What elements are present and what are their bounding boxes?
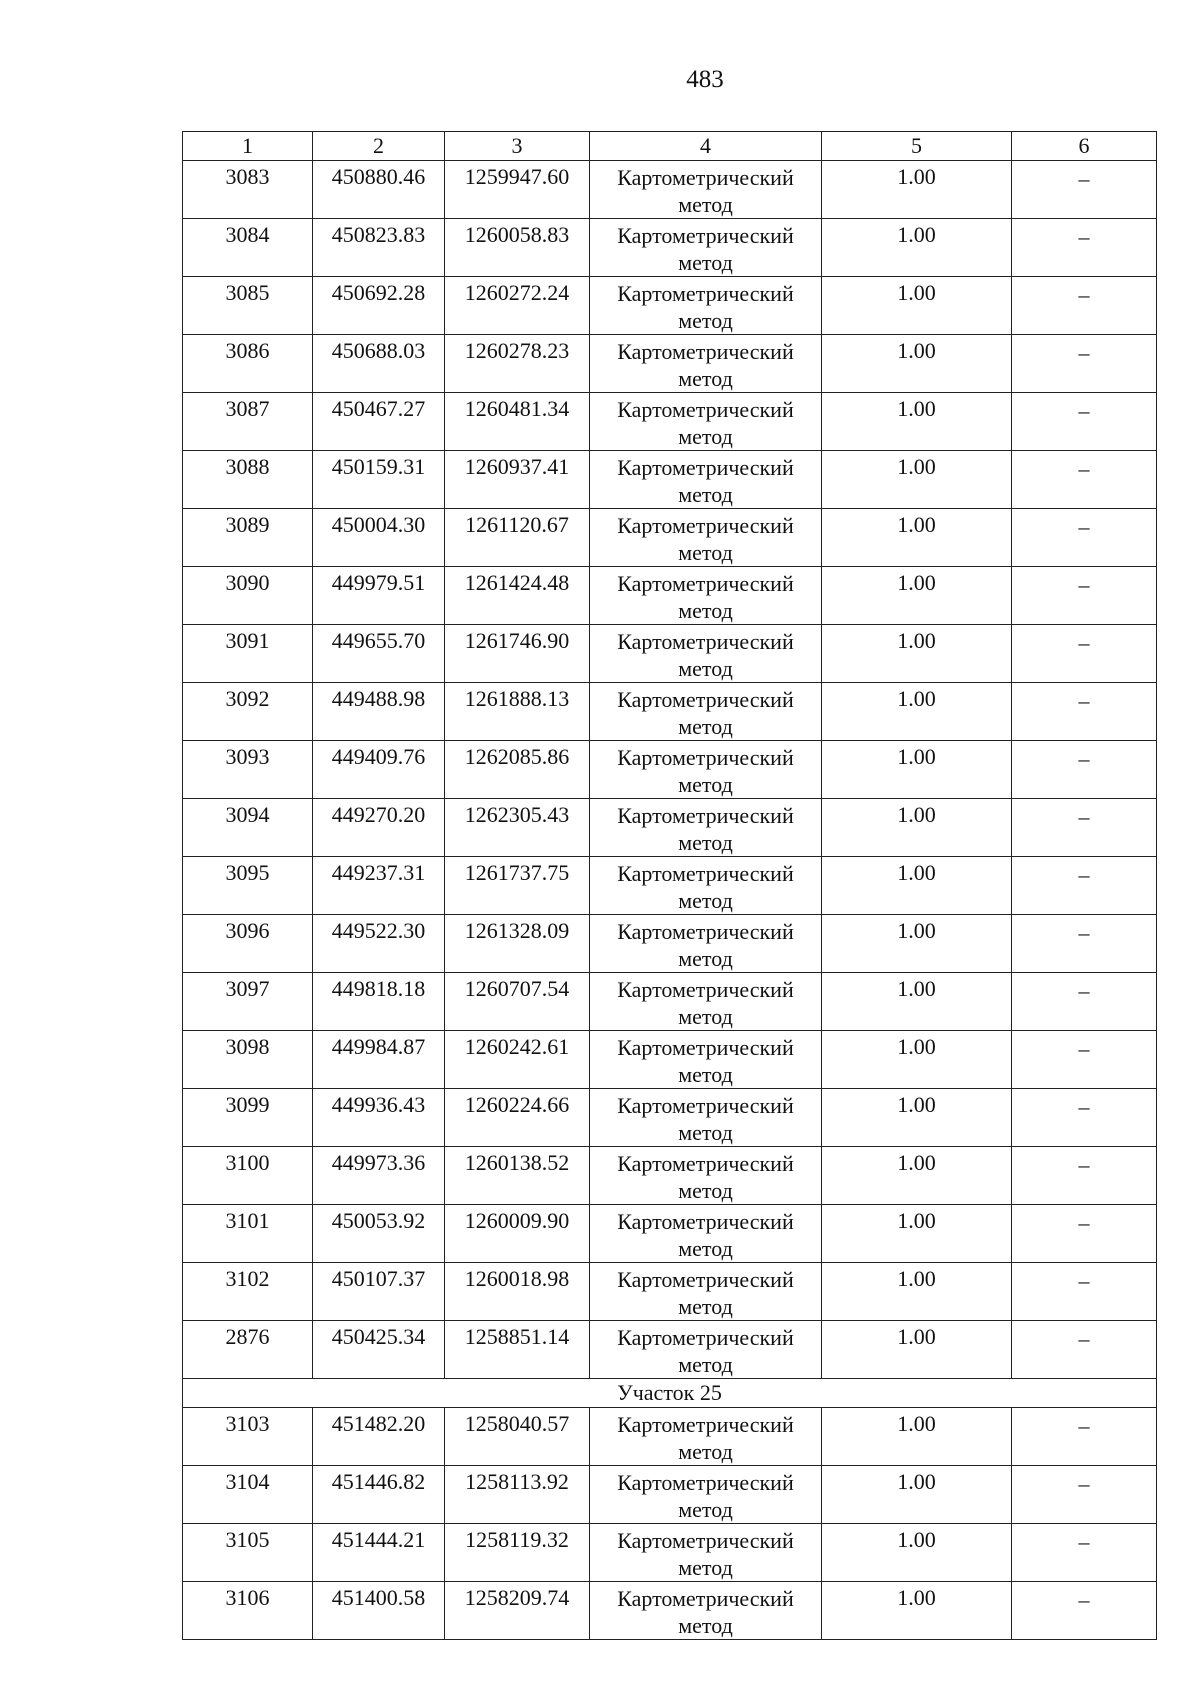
method-line1: Картометрический: [617, 1470, 794, 1495]
table-row: [183, 335, 1157, 393]
accuracy-cell: 1.00: [822, 277, 1012, 335]
method-line1: Картометрический: [617, 1586, 794, 1611]
method-line2: метод: [678, 1062, 733, 1087]
table-row: [183, 1466, 1157, 1524]
note-cell: [1012, 277, 1157, 335]
x-coordinate-cell: 450425.34: [313, 1321, 445, 1379]
table-row: [183, 1147, 1157, 1205]
note-value: –: [1078, 1036, 1090, 1061]
table-row: [183, 683, 1157, 741]
accuracy-cell: 1.00: [822, 1263, 1012, 1321]
note-value: –: [1078, 224, 1090, 249]
column-header: 3: [445, 132, 590, 161]
accuracy-cell: 1.00: [822, 451, 1012, 509]
method-line1: Картометрический: [617, 1412, 794, 1437]
note-cell: [1012, 1263, 1157, 1321]
method-line2: метод: [678, 1236, 733, 1261]
method-cell: [590, 915, 822, 973]
note-value: –: [1078, 340, 1090, 365]
note-cell: [1012, 161, 1157, 219]
table-row: [183, 1205, 1157, 1263]
method-line2: метод: [678, 888, 733, 913]
method-line1: Картометрический: [617, 629, 794, 654]
accuracy-cell: 1.00: [822, 683, 1012, 741]
x-coordinate-cell: 449270.20: [313, 799, 445, 857]
coordinates-table: [182, 131, 1157, 1640]
note-cell: [1012, 857, 1157, 915]
x-coordinate-cell: 450467.27: [313, 393, 445, 451]
note-cell: [1012, 1524, 1157, 1582]
method-line1: Картометрический: [617, 455, 794, 480]
y-coordinate-cell: 1262085.86: [445, 741, 590, 799]
method-cell: [590, 161, 822, 219]
accuracy-cell: 1.00: [822, 1408, 1012, 1466]
accuracy-cell: 1.00: [822, 1089, 1012, 1147]
table-row: [183, 1263, 1157, 1321]
accuracy-cell: 1.00: [822, 1524, 1012, 1582]
method-cell: [590, 1524, 822, 1582]
point-number-cell: 3099: [183, 1089, 313, 1147]
point-number-cell: 3084: [183, 219, 313, 277]
x-coordinate-cell: 449984.87: [313, 1031, 445, 1089]
point-number-cell: 3105: [183, 1524, 313, 1582]
section-row: [183, 1379, 1157, 1408]
table-row: [183, 1582, 1157, 1640]
accuracy-cell: 1.00: [822, 625, 1012, 683]
table-row: [183, 161, 1157, 219]
method-cell: [590, 509, 822, 567]
accuracy-cell: 1.00: [822, 1205, 1012, 1263]
method-line2: метод: [678, 1613, 733, 1638]
table-body-part1: [183, 161, 1157, 1379]
note-cell: [1012, 1582, 1157, 1640]
method-cell: [590, 219, 822, 277]
x-coordinate-cell: 449818.18: [313, 973, 445, 1031]
method-cell: [590, 1031, 822, 1089]
table-row: [183, 799, 1157, 857]
accuracy-cell: 1.00: [822, 161, 1012, 219]
accuracy-cell: 1.00: [822, 741, 1012, 799]
y-coordinate-cell: 1261424.48: [445, 567, 590, 625]
accuracy-cell: 1.00: [822, 219, 1012, 277]
note-value: –: [1078, 1210, 1090, 1235]
note-value: –: [1078, 1529, 1090, 1554]
section-title: Участок 25: [183, 1379, 1157, 1408]
x-coordinate-cell: 451444.21: [313, 1524, 445, 1582]
method-line2: метод: [678, 1178, 733, 1203]
x-coordinate-cell: 449655.70: [313, 625, 445, 683]
y-coordinate-cell: 1261120.67: [445, 509, 590, 567]
x-coordinate-cell: 449409.76: [313, 741, 445, 799]
method-cell: [590, 1321, 822, 1379]
method-line2: метод: [678, 1352, 733, 1377]
method-cell: [590, 1263, 822, 1321]
point-number-cell: 3101: [183, 1205, 313, 1263]
note-value: –: [1078, 1413, 1090, 1438]
accuracy-cell: 1.00: [822, 393, 1012, 451]
method-line1: Картометрический: [617, 397, 794, 422]
table-body-part2: [183, 1408, 1157, 1640]
x-coordinate-cell: 449488.98: [313, 683, 445, 741]
note-cell: [1012, 1147, 1157, 1205]
note-cell: [1012, 567, 1157, 625]
table-row: [183, 1321, 1157, 1379]
note-cell: [1012, 799, 1157, 857]
method-cell: [590, 625, 822, 683]
column-header: 5: [822, 132, 1012, 161]
x-coordinate-cell: 450004.30: [313, 509, 445, 567]
note-cell: [1012, 973, 1157, 1031]
table-row: [183, 625, 1157, 683]
method-line1: Картометрический: [617, 165, 794, 190]
method-line2: метод: [678, 656, 733, 681]
y-coordinate-cell: 1262305.43: [445, 799, 590, 857]
note-value: –: [1078, 804, 1090, 829]
accuracy-cell: 1.00: [822, 509, 1012, 567]
method-line1: Картометрический: [617, 1325, 794, 1350]
note-value: –: [1078, 1268, 1090, 1293]
method-cell: [590, 1147, 822, 1205]
x-coordinate-cell: 450107.37: [313, 1263, 445, 1321]
note-cell: [1012, 1466, 1157, 1524]
method-line1: Картометрический: [617, 1267, 794, 1292]
method-cell: [590, 973, 822, 1031]
method-line2: метод: [678, 598, 733, 623]
method-line1: Картометрический: [617, 803, 794, 828]
table-row: [183, 1408, 1157, 1466]
page-number: 483: [686, 66, 724, 93]
method-cell: [590, 393, 822, 451]
method-line2: метод: [678, 540, 733, 565]
note-value: –: [1078, 1094, 1090, 1119]
method-line2: метод: [678, 772, 733, 797]
note-value: –: [1078, 398, 1090, 423]
point-number-cell: 3086: [183, 335, 313, 393]
method-cell: [590, 567, 822, 625]
method-line2: метод: [678, 946, 733, 971]
note-value: –: [1078, 1152, 1090, 1177]
note-cell: [1012, 451, 1157, 509]
x-coordinate-cell: 450159.31: [313, 451, 445, 509]
y-coordinate-cell: 1260224.66: [445, 1089, 590, 1147]
column-header: 1: [183, 132, 313, 161]
x-coordinate-cell: 450823.83: [313, 219, 445, 277]
note-cell: [1012, 741, 1157, 799]
x-coordinate-cell: 449973.36: [313, 1147, 445, 1205]
method-line2: метод: [678, 714, 733, 739]
method-line1: Картометрический: [617, 861, 794, 886]
y-coordinate-cell: 1260278.23: [445, 335, 590, 393]
table-row: [183, 741, 1157, 799]
table-row: [183, 451, 1157, 509]
table-row: [183, 973, 1157, 1031]
point-number-cell: 3090: [183, 567, 313, 625]
y-coordinate-cell: 1261746.90: [445, 625, 590, 683]
note-value: –: [1078, 978, 1090, 1003]
table-row: [183, 1031, 1157, 1089]
point-number-cell: 3102: [183, 1263, 313, 1321]
method-line1: Картометрический: [617, 745, 794, 770]
note-value: –: [1078, 572, 1090, 597]
y-coordinate-cell: 1260707.54: [445, 973, 590, 1031]
point-number-cell: 3106: [183, 1582, 313, 1640]
y-coordinate-cell: 1260481.34: [445, 393, 590, 451]
y-coordinate-cell: 1260272.24: [445, 277, 590, 335]
point-number-cell: 3097: [183, 973, 313, 1031]
y-coordinate-cell: 1258851.14: [445, 1321, 590, 1379]
accuracy-cell: 1.00: [822, 335, 1012, 393]
point-number-cell: 3087: [183, 393, 313, 451]
method-line1: Картометрический: [617, 1528, 794, 1553]
table-header-row: [183, 132, 1157, 161]
x-coordinate-cell: 449522.30: [313, 915, 445, 973]
point-number-cell: 2876: [183, 1321, 313, 1379]
point-number-cell: 3089: [183, 509, 313, 567]
method-line1: Картометрический: [617, 223, 794, 248]
accuracy-cell: 1.00: [822, 1466, 1012, 1524]
note-value: –: [1078, 456, 1090, 481]
point-number-cell: 3092: [183, 683, 313, 741]
x-coordinate-cell: 451400.58: [313, 1582, 445, 1640]
method-cell: [590, 1408, 822, 1466]
point-number-cell: 3104: [183, 1466, 313, 1524]
note-value: –: [1078, 746, 1090, 771]
method-cell: [590, 1089, 822, 1147]
method-cell: [590, 683, 822, 741]
note-cell: [1012, 915, 1157, 973]
note-cell: [1012, 1089, 1157, 1147]
method-line2: метод: [678, 308, 733, 333]
table-row: [183, 567, 1157, 625]
column-header: 6: [1012, 132, 1157, 161]
method-line1: Картометрический: [617, 513, 794, 538]
note-value: –: [1078, 514, 1090, 539]
note-cell: [1012, 1408, 1157, 1466]
accuracy-cell: 1.00: [822, 915, 1012, 973]
method-line2: метод: [678, 1497, 733, 1522]
table-row: [183, 509, 1157, 567]
method-line1: Картометрический: [617, 919, 794, 944]
table-row: [183, 219, 1157, 277]
y-coordinate-cell: 1260018.98: [445, 1263, 590, 1321]
method-line2: метод: [678, 424, 733, 449]
x-coordinate-cell: 450688.03: [313, 335, 445, 393]
note-cell: [1012, 335, 1157, 393]
note-value: –: [1078, 630, 1090, 655]
note-value: –: [1078, 1471, 1090, 1496]
y-coordinate-cell: 1258209.74: [445, 1582, 590, 1640]
method-cell: [590, 1205, 822, 1263]
table-row: [183, 277, 1157, 335]
method-line2: метод: [678, 366, 733, 391]
note-cell: [1012, 683, 1157, 741]
accuracy-cell: 1.00: [822, 973, 1012, 1031]
y-coordinate-cell: 1259947.60: [445, 161, 590, 219]
point-number-cell: 3103: [183, 1408, 313, 1466]
note-cell: [1012, 1205, 1157, 1263]
y-coordinate-cell: 1261737.75: [445, 857, 590, 915]
note-value: –: [1078, 688, 1090, 713]
method-line1: Картометрический: [617, 339, 794, 364]
method-line1: Картометрический: [617, 281, 794, 306]
x-coordinate-cell: 449979.51: [313, 567, 445, 625]
point-number-cell: 3093: [183, 741, 313, 799]
method-line1: Картометрический: [617, 1035, 794, 1060]
x-coordinate-cell: 450692.28: [313, 277, 445, 335]
method-line2: метод: [678, 1555, 733, 1580]
note-value: –: [1078, 920, 1090, 945]
point-number-cell: 3083: [183, 161, 313, 219]
note-value: –: [1078, 1587, 1090, 1612]
accuracy-cell: 1.00: [822, 1031, 1012, 1089]
accuracy-cell: 1.00: [822, 1582, 1012, 1640]
method-cell: [590, 335, 822, 393]
point-number-cell: 3095: [183, 857, 313, 915]
method-line1: Картометрический: [617, 687, 794, 712]
method-line1: Картометрический: [617, 977, 794, 1002]
method-line2: метод: [678, 250, 733, 275]
column-header: 2: [313, 132, 445, 161]
method-line2: метод: [678, 830, 733, 855]
note-value: –: [1078, 282, 1090, 307]
method-cell: [590, 1466, 822, 1524]
y-coordinate-cell: 1260138.52: [445, 1147, 590, 1205]
accuracy-cell: 1.00: [822, 799, 1012, 857]
y-coordinate-cell: 1260058.83: [445, 219, 590, 277]
table-row: [183, 915, 1157, 973]
accuracy-cell: 1.00: [822, 857, 1012, 915]
point-number-cell: 3098: [183, 1031, 313, 1089]
note-cell: [1012, 1031, 1157, 1089]
y-coordinate-cell: 1260937.41: [445, 451, 590, 509]
method-line2: метод: [678, 1120, 733, 1145]
point-number-cell: 3085: [183, 277, 313, 335]
method-cell: [590, 451, 822, 509]
note-cell: [1012, 393, 1157, 451]
point-number-cell: 3091: [183, 625, 313, 683]
x-coordinate-cell: 451482.20: [313, 1408, 445, 1466]
point-number-cell: 3096: [183, 915, 313, 973]
method-line1: Картометрический: [617, 1151, 794, 1176]
section-body: [183, 1379, 1157, 1408]
point-number-cell: 3088: [183, 451, 313, 509]
y-coordinate-cell: 1260242.61: [445, 1031, 590, 1089]
note-cell: [1012, 219, 1157, 277]
accuracy-cell: 1.00: [822, 1321, 1012, 1379]
method-cell: [590, 277, 822, 335]
column-header: 4: [590, 132, 822, 161]
method-line2: метод: [678, 1439, 733, 1464]
y-coordinate-cell: 1258040.57: [445, 1408, 590, 1466]
x-coordinate-cell: 450053.92: [313, 1205, 445, 1263]
x-coordinate-cell: 449936.43: [313, 1089, 445, 1147]
method-line2: метод: [678, 482, 733, 507]
method-line1: Картометрический: [617, 571, 794, 596]
note-cell: [1012, 1321, 1157, 1379]
method-cell: [590, 741, 822, 799]
method-line2: метод: [678, 1004, 733, 1029]
x-coordinate-cell: 450880.46: [313, 161, 445, 219]
method-line2: метод: [678, 1294, 733, 1319]
table-row: [183, 1524, 1157, 1582]
method-line1: Картометрический: [617, 1093, 794, 1118]
y-coordinate-cell: 1258113.92: [445, 1466, 590, 1524]
method-cell: [590, 799, 822, 857]
point-number-cell: 3094: [183, 799, 313, 857]
accuracy-cell: 1.00: [822, 1147, 1012, 1205]
y-coordinate-cell: 1261888.13: [445, 683, 590, 741]
table-row: [183, 1089, 1157, 1147]
y-coordinate-cell: 1261328.09: [445, 915, 590, 973]
note-value: –: [1078, 166, 1090, 191]
method-cell: [590, 857, 822, 915]
note-value: –: [1078, 1326, 1090, 1351]
note-value: –: [1078, 862, 1090, 887]
accuracy-cell: 1.00: [822, 567, 1012, 625]
x-coordinate-cell: 451446.82: [313, 1466, 445, 1524]
y-coordinate-cell: 1260009.90: [445, 1205, 590, 1263]
x-coordinate-cell: 449237.31: [313, 857, 445, 915]
note-cell: [1012, 509, 1157, 567]
point-number-cell: 3100: [183, 1147, 313, 1205]
method-cell: [590, 1582, 822, 1640]
table-row: [183, 393, 1157, 451]
method-line2: метод: [678, 192, 733, 217]
y-coordinate-cell: 1258119.32: [445, 1524, 590, 1582]
table-row: [183, 857, 1157, 915]
method-line1: Картометрический: [617, 1209, 794, 1234]
note-cell: [1012, 625, 1157, 683]
